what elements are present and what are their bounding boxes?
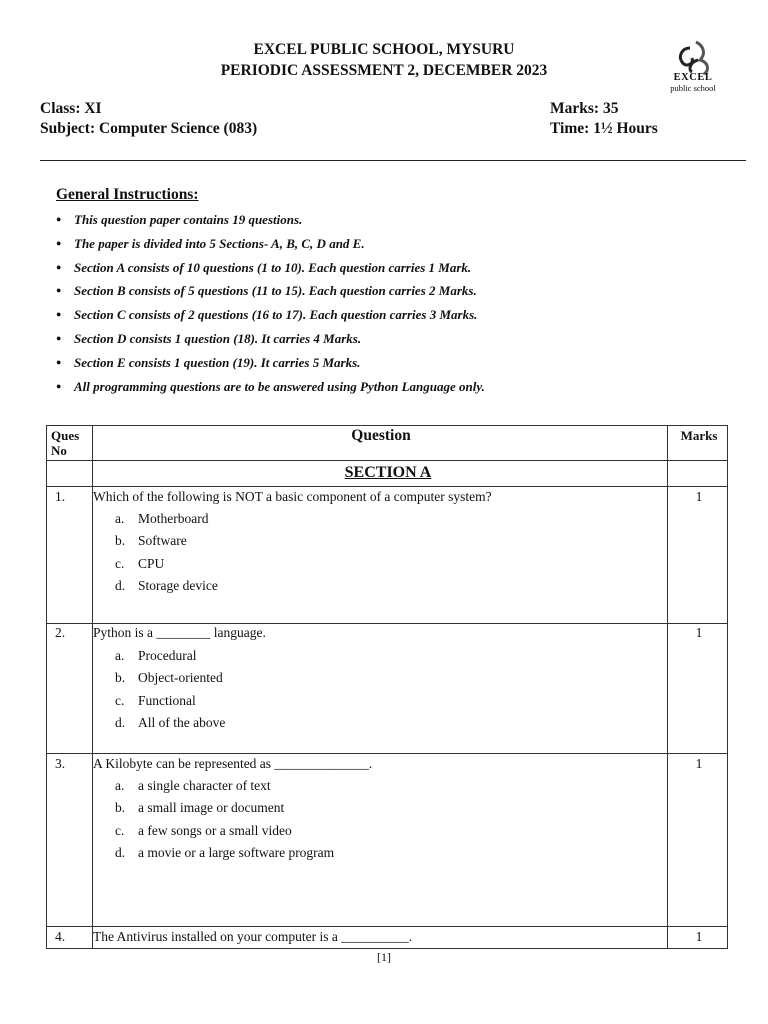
option-text: All of the above [138,714,226,730]
instruction-item: ● Section A consists of 10 questions (1 to 10). Each question carries 1 Mark. [56,259,485,283]
instruction-item: ● Section C consists of 2 questions (16 to 17). Each question carries 3 Marks. [56,306,485,330]
logo-subtext: public school [670,83,716,93]
question-marks: 1 [695,489,703,504]
option-label: a. [115,648,125,663]
instruction-item: ● This question paper contains 19 questions. [56,211,485,235]
logo-text: EXCEL [673,72,713,83]
option-text: a movie or a large software program [138,844,335,860]
option-item [115,845,334,867]
marks-label: Marks: 35 [550,100,619,117]
question-number: 4. [55,929,66,944]
question-number: 3. [55,756,66,771]
instruction-item: ● The paper is divided into 5 Sections- A, B, C, D and E. [56,235,485,259]
option-item [115,556,218,578]
option-list [115,648,225,737]
option-text: a few songs or a small video [138,822,292,838]
option-text: Storage device [138,577,218,593]
question-text: A Kilobyte can be represented as ______________. [93,756,373,771]
column-header-question-no: Ques No [51,428,80,458]
table-divider [47,460,727,461]
instruction-item: ● All programming questions are to be answered using Python Language only. [56,378,485,402]
class-label: Class: XI [40,100,102,117]
time-label: Time: 1½ Hours [550,120,658,137]
option-text: a single character of text [138,778,271,793]
option-label: b. [115,533,126,549]
question-marks: 1 [695,929,703,944]
page-number: [1] [377,950,391,964]
option-text: Functional [138,692,196,708]
question-text: The Antivirus installed on your computer is a __________. [93,929,413,944]
instructions-heading: General Instructions: [56,186,199,203]
option-label: a. [115,511,125,526]
option-item [115,778,334,800]
option-label: d. [115,714,126,730]
option-label: a. [115,778,125,793]
option-label: c. [115,822,125,838]
option-label: c. [115,692,125,708]
question-marks: 1 [695,756,703,771]
instruction-item: ● Section B consists of 5 questions (11 to 15). Each question carries 2 Marks. [56,282,485,306]
option-text: Motherboard [138,511,209,526]
question-number: 1. [55,489,66,504]
table-divider [47,486,727,487]
option-item [115,648,225,670]
table-divider [47,753,727,754]
option-label: d. [115,577,126,593]
option-item [115,670,225,692]
question-text: Which of the following is NOT a basic component of a computer system? [93,489,492,504]
option-text: Object-oriented [138,670,223,686]
column-header-marks: Marks [680,428,718,443]
option-item [115,693,225,715]
option-item [115,800,334,822]
option-item [115,715,225,737]
exam-title: PERIODIC ASSESSMENT 2, DECEMBER 2023 [220,62,548,79]
question-marks: 1 [695,625,703,640]
option-list [115,511,218,600]
option-item [115,823,334,845]
option-label: d. [115,844,126,860]
table-divider [667,426,668,948]
question-number: 2. [55,625,66,640]
option-item [115,511,218,533]
subject-label: Subject: Computer Science (083) [40,120,258,137]
table-divider [47,926,727,927]
question-table [46,425,728,949]
instructions-list [56,211,485,401]
option-list [115,778,334,867]
instruction-item: ● Section E consists 1 question (19). It carries 5 Marks. [56,354,485,378]
column-header-question: Question [351,427,411,444]
option-text: Procedural [138,648,197,663]
instruction-item: ● Section D consists 1 question (18). It carries 4 Marks. [56,330,485,354]
option-text: CPU [138,555,165,571]
option-label: c. [115,555,125,571]
option-item [115,578,218,600]
option-text: a small image or document [138,800,285,816]
section-title: SECTION A [344,464,432,481]
option-label: b. [115,670,126,686]
option-text: Software [138,533,187,549]
question-text: Python is a ________ language. [93,625,266,640]
option-label: b. [115,800,126,816]
option-item [115,533,218,555]
header-divider [40,160,746,161]
school-title: EXCEL PUBLIC SCHOOL, MYSURU [253,41,515,58]
table-divider [47,623,727,624]
